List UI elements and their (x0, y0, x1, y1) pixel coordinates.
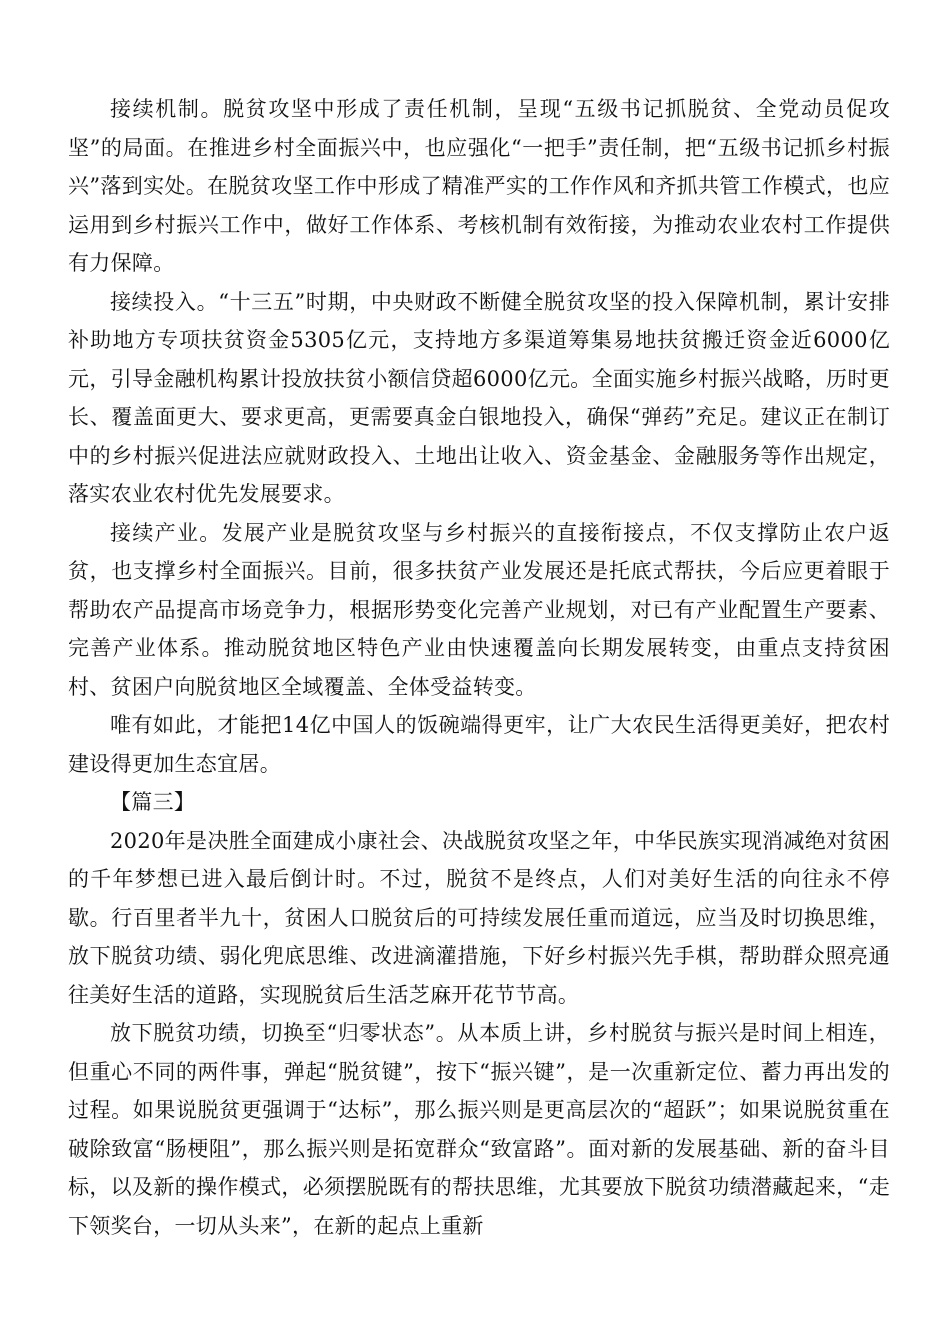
paragraph-mechanism: 接续机制。脱贫攻坚中形成了责任机制，呈现“五级书记抓脱贫、全党动员促攻坚”的局面。在推进乡村全面振兴中，也应强化“一把手”责任制，把“五级书记抓乡村振兴”落到实处。在脱贫攻坚工作中形成了精准严实的工作作风和齐抓共管工作模式，也应运用到乡村振兴工作中，做好工作体系、考核机制有效衔接，为推动农业农村工作提供有力保障。 (68, 97, 890, 275)
paragraph-industry: 接续产业。发展产业是脱贫攻坚与乡村振兴的直接衔接点，不仅支撑防止农户返贫，也支撑乡村全面振兴。目前，很多扶贫产业发展还是托底式帮扶，今后应更着眼于帮助农产品提高市场竞争力，根据形势变化完善产业规划，对已有产业配置生产要素、完善产业体系。推动脱贫地区特色产业由快速覆盖向长期发展转变，由重点支持贫困村、贫困户向脱贫地区全域覆盖、全体受益转变。 (68, 520, 890, 699)
document-body (68, 90, 890, 1245)
section-heading: 【篇三】 (110, 790, 196, 814)
paragraph-2020: 2020年是决胜全面建成小康社会、决战脱贫攻坚之年，中华民族实现消减绝对贫困的千年梦想已进入最后倒计时。不过，脱贫不是终点，人们对美好生活的向往永不停歇。行百里者半九十，贫困人口脱贫后的可持续发展任重而道远，应当及时切换思维，放下脱贫功绩、弱化兜底思维、改进滴灌措施，下好乡村振兴先手棋，帮助群众照亮通往美好生活的道路，实现脱贫后生活芝麻开花节节高。 (68, 828, 890, 1007)
paragraph-reset: 放下脱贫功绩，切换至“归零状态”。从本质上讲，乡村脱贫与振兴是时间上相连，但重心不同的两件事，弹起“脱贫键”，按下“振兴键”，是一次重新定位、蓄力再出发的过程。如果说脱贫更强调于“达标”，那么振兴则是更高层次的“超跃”；如果说脱贫重在破除致富“肠梗阻”，那么振兴则是拓宽群众“致富路”。面对新的发展基础、新的奋斗目标，以及新的操作模式，必须摆脱既有的帮扶思维，尤其要放下脱贫功绩潜藏起来，“走下领奖台，一切从头来”，在新的起点上重新 (68, 1021, 890, 1238)
paragraph-investment: 接续投入。“十三五”时期，中央财政不断健全脱贫攻坚的投入保障机制，累计安排补助地方专项扶贫资金5305亿元，支持地方多渠道筹集易地扶贫搬迁资金近6000亿元，引导金融机构累计投放扶贫小额信贷超6000亿元。全面实施乡村振兴战略，历时更长、覆盖面更大、要求更高，更需要真金白银地投入，确保“弹药”充足。建议正在制订中的乡村振兴促进法应就财政投入、土地出让收入、资金基金、金融服务等作出规定，落实农业农村优先发展要求。 (68, 289, 890, 506)
paragraph-conclusion: 唯有如此，才能把14亿中国人的饭碗端得更牢，让广大农民生活得更美好，把农村建设得更加生态宜居。 (68, 713, 890, 776)
